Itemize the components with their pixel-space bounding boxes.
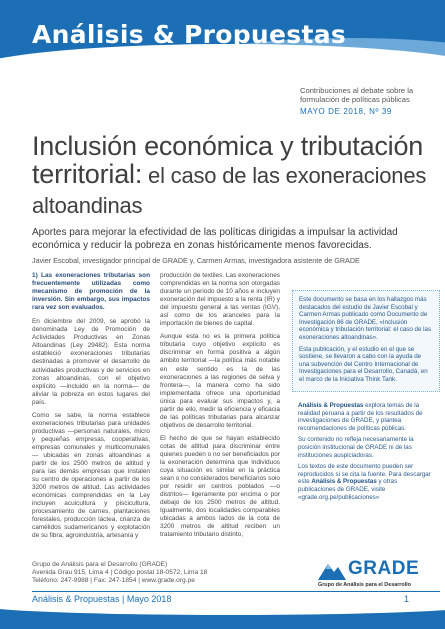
paragraph: El hecho de que se hayan establecido cotas de altitud para discriminar entre quienes pueden o no ser beneficiados por la exoneración determina que individuos cuya situación es similar en la práctica sean o no considerados beneficiarios solo por residir en centros poblados —o distritos— ligeramente por encima o por debajo de los 2500 metros de altitud. Igualmente, dos localidades comparables ubicadas a ambos lados de la cota de 3200 metros de altitud reciben un tratamiento tributario distinto, (160, 434, 280, 539)
title-rest: el caso de las exoneraciones altoandinas (32, 163, 427, 218)
grade-logo (318, 556, 438, 590)
running-footer: Análisis & Propuestas | Mayo 2018 (32, 594, 172, 604)
column-middle (160, 272, 280, 545)
sidebar-source-box: Este documento se basa en los hallazgos más destacados del estudio de Javier Escobal y Carmen Armas publicado como Documento de Investigación 86 de GRADE, «Inclusión económica y tributación territorial: el caso de las exoneraciones altoandinas». Esta publicación, y el estudio en el que se sostiene, se llevaron a cabo con la ayuda de una subvención del Centro Internacional de Investigaciones para el Desarrollo, Canadá, en el marco de la Iniciativa Think Tank. (292, 290, 440, 392)
footer-rule (32, 591, 440, 592)
header-wave-white (0, 44, 445, 82)
authors-line: Javier Escobal, investigador principal de GRADE y, Carmen Armas, investigadora asistente de GRADE (32, 256, 360, 265)
page-subtitle: Aportes para mejorar la efectividad de las políticas dirigidas a impulsar la actividad económica y reducir la pobreza en zonas históricamente menos favorecidas. (32, 227, 398, 251)
footer-org: Grupo de Análisis para el Desarrollo (GRADE) (32, 561, 168, 568)
logo-word: GRADE (348, 558, 420, 579)
header-banner (0, 0, 445, 82)
issue-date: MAYO DE 2018, Nº 39 (300, 107, 392, 116)
page-number: 1 (404, 594, 410, 604)
series-description: Contribuciones al debate sobre la formulación de políticas públicas (300, 86, 414, 105)
publication-title: Análisis & Propuestas (32, 20, 347, 49)
page-title (32, 132, 432, 220)
paragraph: producción de textiles. Las exoneraciones comprendidas en la norma son otorgadas durante un periodo de 10 años e incluyen exoneración del impuesto a la renta (IR) y del impuesto general a las ventas (IGV), así como de los aranceles para la importación de bienes de capital. (160, 272, 280, 328)
logo-mountain-icon (318, 560, 346, 580)
section-lead: 1) Las exoneraciones tributarias son frecuentemente utilizadas como mecanismo de promoción de la inversión. Sin embargo, sus impactos rara vez son evaluados. (32, 272, 150, 312)
footer-banner (0, 607, 445, 629)
logo-caption: Grupo de Análisis para el Desarrollo (318, 582, 411, 588)
paragraph: Como se sabe, la norma establece exoneraciones tributarias para unidades productivas —personas naturales, micro y pequeñas empresas, cooperativas, empresas comunales y multicomunales— ubicadas en zonas altoandinas a partir de los 2500 metros de altitud y para las demás empresas que instalen su centro de operaciones a partir de los 3200 metros de altitud. Las actividades económicas comprendidas en la Ley incluyen acuicultura y piscicultura, procesamiento de carnes, plantaciones forestales, producción láctea, crianza de camélidos sudamericanos y explotación de su fibra, agroindustria, artesanía y (32, 411, 150, 540)
footer-contact (32, 561, 207, 586)
paragraph: Aunque esta no es la primera política tributaria cuyo objetivo explícito es discriminar en forma positiva a algún ámbito territorial —la política más notable en este sentido es la de las exoneraciones a las regiones de selva y frontera—, la manera como ha sido implementada ofrece una oportunidad única para evaluar sus impactos y, a partir de ello, medir la eficiencia y eficacia de las políticas tributarias para alcanzar objetivos de desarrollo territorial. (160, 333, 280, 429)
footer-address: Avenida Grau 915, Lima 4 | Código postal 18-0572, Lima 18 (32, 569, 208, 577)
title-main: Inclusión económica y tributación territorial: (32, 131, 424, 189)
paragraph: En diciembre del 2009, se aprobó la denominada Ley de Promoción de Actividades Productivas en Zonas Altoandinas (Ley 29482). Esta norma estableció exoneraciones tributarias destinadas a promover el desarrollo de actividades productivas y de servicios en zonas altoandinas, con el objetivo explícito —incluido en la norma— de aliviar la pobreza en estos lugares del país. (32, 318, 150, 406)
footer-phones: Teléfono: 247-9988 | Fax: 247-1854 | www.grade.org.pe (32, 577, 195, 585)
column-left (32, 272, 150, 546)
sidebar-about-box: Análisis & Propuestas explora temas de la realidad peruana a partir de los resultados de investigaciones de GRADE, y plantea recomendaciones de políticas públicas. Su contenido no refleja necesariamente la posición institucional de GRADE ni de las instituciones auspiciadoras. Los textos de este documento pueden ser reproducidos si se cita la fuente. Para descargar este Análisis & Propuestas y otras publicaciones de GRADE, visite «grade.org.pe/publicaciones» (298, 402, 431, 501)
